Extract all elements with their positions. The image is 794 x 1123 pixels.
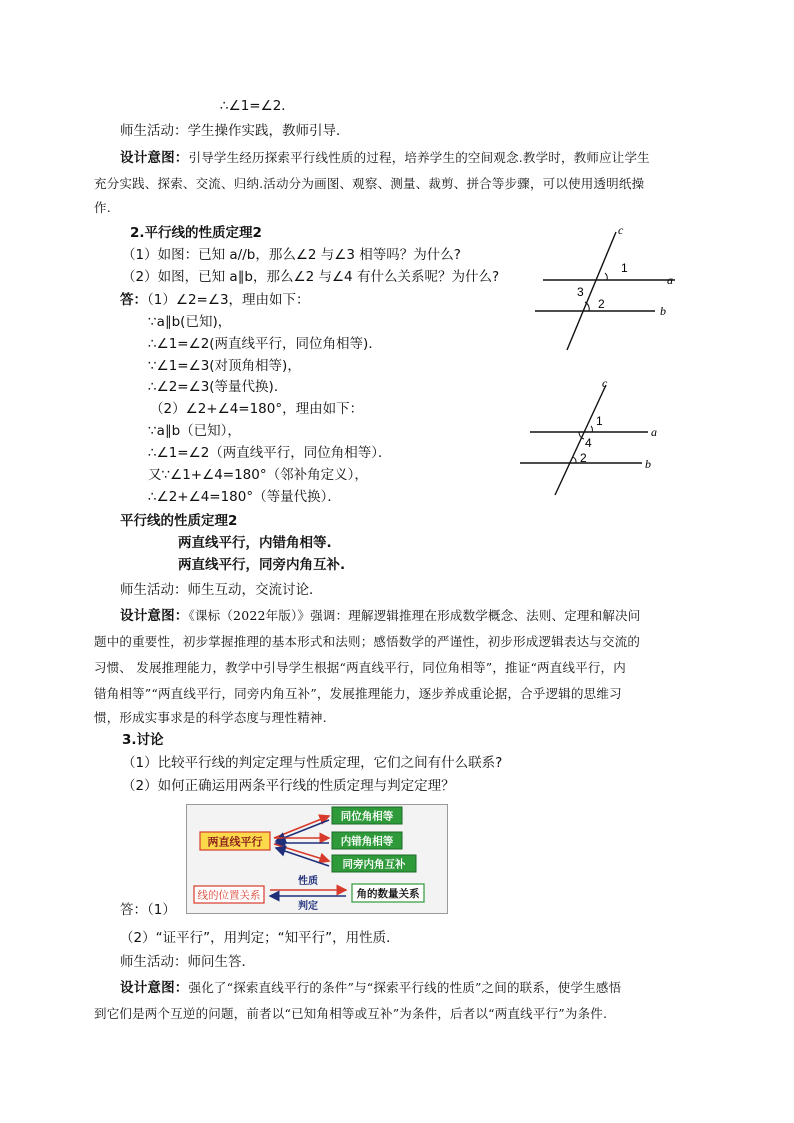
figure-1-label-a: a [667,273,673,287]
design-2-line-3: 习惯、 发展推理能力，教学中引导学生根据“两直线平行，同位角相等”，推证“两直线平行，内 [94,660,626,675]
activity-text: 师问生答． [187,954,255,970]
design-1-line-1 [120,148,650,168]
design-label: 设计意图： [120,150,189,166]
answer-1-header [120,290,310,310]
design-text: 《课标（2022年版）》强调：理解逻辑推理在形成数学概念、法则、定理和解决问 [188,608,641,623]
box-angle-relation-label: 角的数量关系 [356,888,420,900]
figure-1-angle-2: 2 [598,297,605,311]
step-1: ∵a∥b(已知)， [148,314,232,330]
design-2-line-1 [120,606,640,626]
theorem-relationship-diagram [186,804,448,914]
design-1-line-2: 充分实践、探索、交流、归纳.活动分为画图、观察、测量、裁剪、拼合等步骤，可以使用透明纸操 [94,176,645,191]
figure-2-label-a: a [651,425,657,439]
design-3-line-2: 到它们是两个互逆的问题，前者以“已知角相等或互补”为条件，后者以“两直线平行”为条件. [94,1006,608,1021]
conclusion-line: ∴∠1=∠2． [220,98,295,114]
activity-label: 师生活动： [120,954,188,970]
angle-1-arc [605,273,607,280]
activity-1 [120,121,350,141]
design-2-line-2: 题中的重要性，初步掌握推理的基本形式和法则；感悟数学的严谨性，初步形成逻辑表达与交流的 [94,634,641,649]
answer-2-text: （2）∠2+∠4=180°，理由如下： [150,401,364,417]
section-2-question-1: （1）如图：已知 a//b，那么∠2 与∠3 相等吗？为什么? [122,247,461,263]
step-3: ∵∠1=∠3(对顶角相等)， [148,358,301,374]
label-property: 性质 [298,876,318,887]
answer-1-text: （1）∠2=∠3，理由如下： [147,292,310,308]
design-2-line-5: 惯，形成实事求是的科学态度与理性精神. [94,710,327,725]
line-c [567,232,616,350]
answer-3-1: 答：（1） [120,902,176,918]
design-label: 设计意图： [120,608,189,624]
section-2-question-2: （2）如图，已知 a∥b，那么∠2 与∠4 有什么关系呢？为什么? [122,269,500,285]
figure-2-angle-2: 2 [580,451,587,465]
figure-1-label-c: c [618,223,624,237]
figure-2-angle-4: 4 [585,436,592,450]
design-3-line-1 [120,978,621,998]
section-3-heading: 3.讨论 [122,732,164,748]
angle-1-arc [591,426,592,432]
section-3-question-2: （2）如何正确运用两条平行线的性质定理与判定定理？ [122,778,455,794]
theorem-title: 平行线的性质定理2 [120,513,238,529]
step-7: 又∵∠1+∠4=180°（邻补角定义）， [148,467,368,483]
activity-text: 师生互动，交流讨论． [187,582,323,598]
box-alternate-label: 内错角相等 [340,835,394,848]
figure-2-label-b: b [645,457,651,471]
box-line-relation-label: 线的位置关系 [197,889,261,902]
figure-2-parallel-lines [512,372,677,500]
line-c [555,385,606,495]
step-6: ∴∠1=∠2（两直线平行，同位角相等）． [148,445,392,461]
figure-1-label-b: b [660,304,666,318]
figure-1-angle-1: 1 [621,261,628,275]
activity-2 [120,580,323,600]
answer-3-2: （2）“证平行”，用判定；“知平行”，用性质． [120,930,400,946]
box-parallel-label: 两直线平行 [207,835,263,849]
activity-text: 学生操作实践，教师引导． [187,123,350,139]
box-interior-label: 同旁内角互补 [342,858,406,871]
design-label: 设计意图： [120,980,189,996]
theorem-line-2: 两直线平行，同旁内角互补. [178,557,346,573]
figure-2-angle-1: 1 [596,414,603,428]
activity-label: 师生活动： [120,582,188,598]
section-3-question-1: （1）比较平行线的判定定理与性质定理，它们之间有什么联系? [122,755,503,771]
step-5: ∵a∥b（已知）， [148,423,241,439]
design-1-line-3: 作. [94,200,111,215]
design-text: 引导学生经历探索平行线性质的过程，培养学生的空间观念.教学时，教师应让学生 [188,150,650,165]
angle-2-arc [573,457,576,463]
answer-label: 答： [120,292,147,308]
figure-2-label-c: c [602,376,608,390]
figure-1-parallel-lines [525,222,690,354]
activity-3 [120,952,255,972]
box-corresponding-label: 同位角相等 [340,810,394,823]
figure-1-angle-3: 3 [577,285,584,299]
label-criterion: 判定 [298,901,318,912]
step-2: ∴∠1=∠2(两直线平行，同位角相等)． [148,336,382,352]
activity-label: 师生活动： [120,123,188,139]
design-2-line-4: 错角相等”“两直线平行，同旁内角互补”，发展推理能力，逐步养成重论据，合乎逻辑的思维习 [94,686,622,701]
step-4: ∴∠2=∠3(等量代换)． [148,379,288,395]
step-8: ∴∠2+∠4=180°（等量代换）． [148,489,341,505]
design-text: 强化了“探索直线平行的条件”与“探索平行线的性质”之间的联系，使学生感悟 [188,980,622,995]
theorem-line-1: 两直线平行，内错角相等. [178,535,332,551]
section-2-heading: 2.平行线的性质定理2 [130,225,262,241]
